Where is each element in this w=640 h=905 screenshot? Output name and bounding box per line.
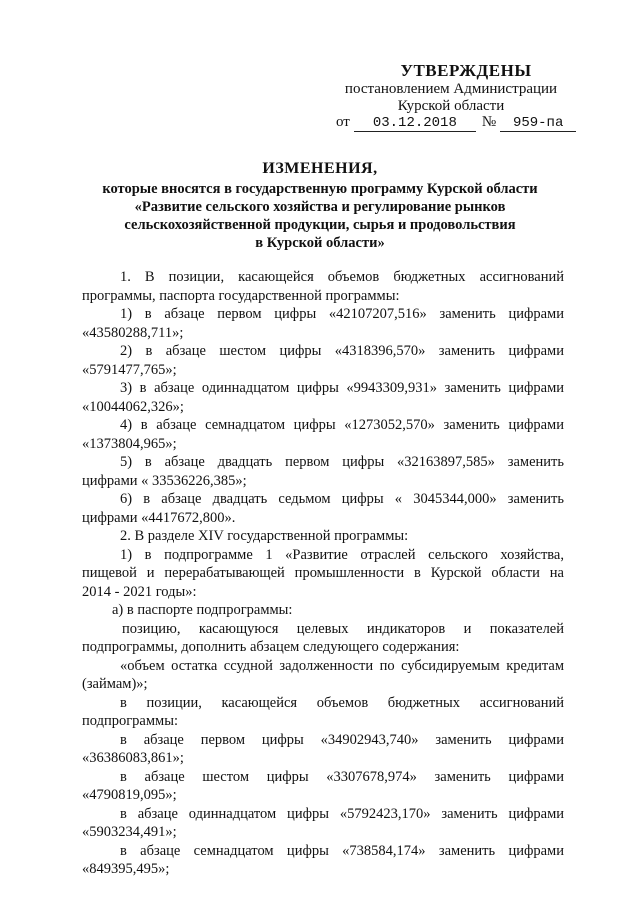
paragraph-1-line-2: программы, паспорта государственной программы: xyxy=(82,287,400,304)
approval-number: 959-па xyxy=(500,115,576,132)
item-3-line-2: «10044062,326»; xyxy=(82,398,184,415)
item-4-line-1: 4) в абзаце семнадцатом цифры «1273052,570» заменить цифрами xyxy=(120,417,564,433)
budget-item-3-line-1: в абзаце одиннадцатом цифры «5792423,170» заменить цифрами xyxy=(120,805,564,822)
paragraph-1-line-1: 1. В позиции, касающейся объемов бюджетных ассигнований xyxy=(120,269,564,285)
heading-line-2: «Развитие сельского хозяйства и регулирование рынков xyxy=(134,199,506,215)
position-2-line-2: подпрограммы: xyxy=(82,713,178,729)
heading-title: ИЗМЕНЕНИЯ, xyxy=(262,160,378,177)
subprogram-line-2: пищевой и перерабатывающей промышленности в Курской области на xyxy=(82,565,564,581)
item-2-line-1: 2) в абзаце шестом цифры «4318396,570» заменить цифрами xyxy=(120,343,564,359)
subprogram-line-1: 1) в подпрограмме 1 «Развитие отраслей сельского хозяйства, xyxy=(120,546,564,563)
item-4-line-2: «1373804,965»; xyxy=(82,435,177,452)
quote-line-1: «объем остатка ссудной задолженности по субсидируемым кредитам xyxy=(120,657,564,674)
approval-block xyxy=(336,62,566,115)
item-6-line-1: 6) в абзаце двадцать седьмом цифры « 3045344,000» заменить xyxy=(120,491,564,507)
item-3-line-1: 3) в абзаце одиннадцатом цифры «9943309,931» заменить цифрами xyxy=(120,380,564,396)
subprogram-line-3: 2014 - 2021 годы»: xyxy=(82,583,197,600)
budget-item-3-line-2: «5903234,491»; xyxy=(82,824,177,840)
approval-date-line xyxy=(336,114,576,132)
approval-date: 03.12.2018 xyxy=(354,115,476,132)
budget-item-2-line-1: в абзаце шестом цифры «3307678,974» заменить цифрами xyxy=(120,768,564,785)
budget-item-4-line-2: «849395,495»; xyxy=(82,861,170,877)
document-heading xyxy=(80,160,560,252)
item-5-line-1: 5) в абзаце двадцать первом цифры «32163897,585» заменить xyxy=(120,454,564,470)
item-6-line-2: цифрами «4417672,800». xyxy=(82,509,236,526)
position-1-line-2: подпрограммы, дополнить абзацем следующего содержания: xyxy=(82,639,460,655)
paragraph-2: 2. В разделе XIV государственной программы: xyxy=(120,528,409,544)
heading-line-3: сельскохозяйственной продукции, сырья и продовольствия xyxy=(124,217,516,233)
date-prefix: от xyxy=(336,114,350,130)
budget-item-1-line-2: «36386083,861»; xyxy=(82,750,184,766)
quote-line-2: (займам)»; xyxy=(82,676,148,692)
passport-item: а) в паспорте подпрограммы: xyxy=(112,602,293,618)
approval-line-2: Курской области xyxy=(397,98,505,114)
heading-line-1: которые вносятся в государственную программу Курской области xyxy=(102,181,538,197)
item-2-line-2: «5791477,765»; xyxy=(82,361,177,378)
approval-title: УТВЕРЖДЕНЫ xyxy=(400,61,532,80)
approval-line-1: постановлением Администрации xyxy=(344,81,558,97)
item-1-line-2: «43580288,711»; xyxy=(82,324,184,341)
number-prefix: № xyxy=(481,114,497,130)
budget-item-1-line-1: в абзаце первом цифры «34902943,740» заменить цифрами xyxy=(120,731,564,748)
budget-item-2-line-2: «4790819,095»; xyxy=(82,787,177,803)
item-5-line-2: цифрами « 33536226,385»; xyxy=(82,472,247,489)
heading-line-4: в Курской области» xyxy=(255,235,385,251)
position-1-line-1: позицию, касающуюся целевых индикаторов и показателей xyxy=(122,620,564,637)
document-body xyxy=(82,268,564,879)
budget-item-4-line-1: в абзаце семнадцатом цифры «738584,174» заменить цифрами xyxy=(120,842,564,859)
item-1-line-1: 1) в абзаце первом цифры «42107207,516» заменить цифрами xyxy=(120,306,564,322)
position-2-line-1: в позиции, касающейся объемов бюджетных ассигнований xyxy=(120,694,564,711)
